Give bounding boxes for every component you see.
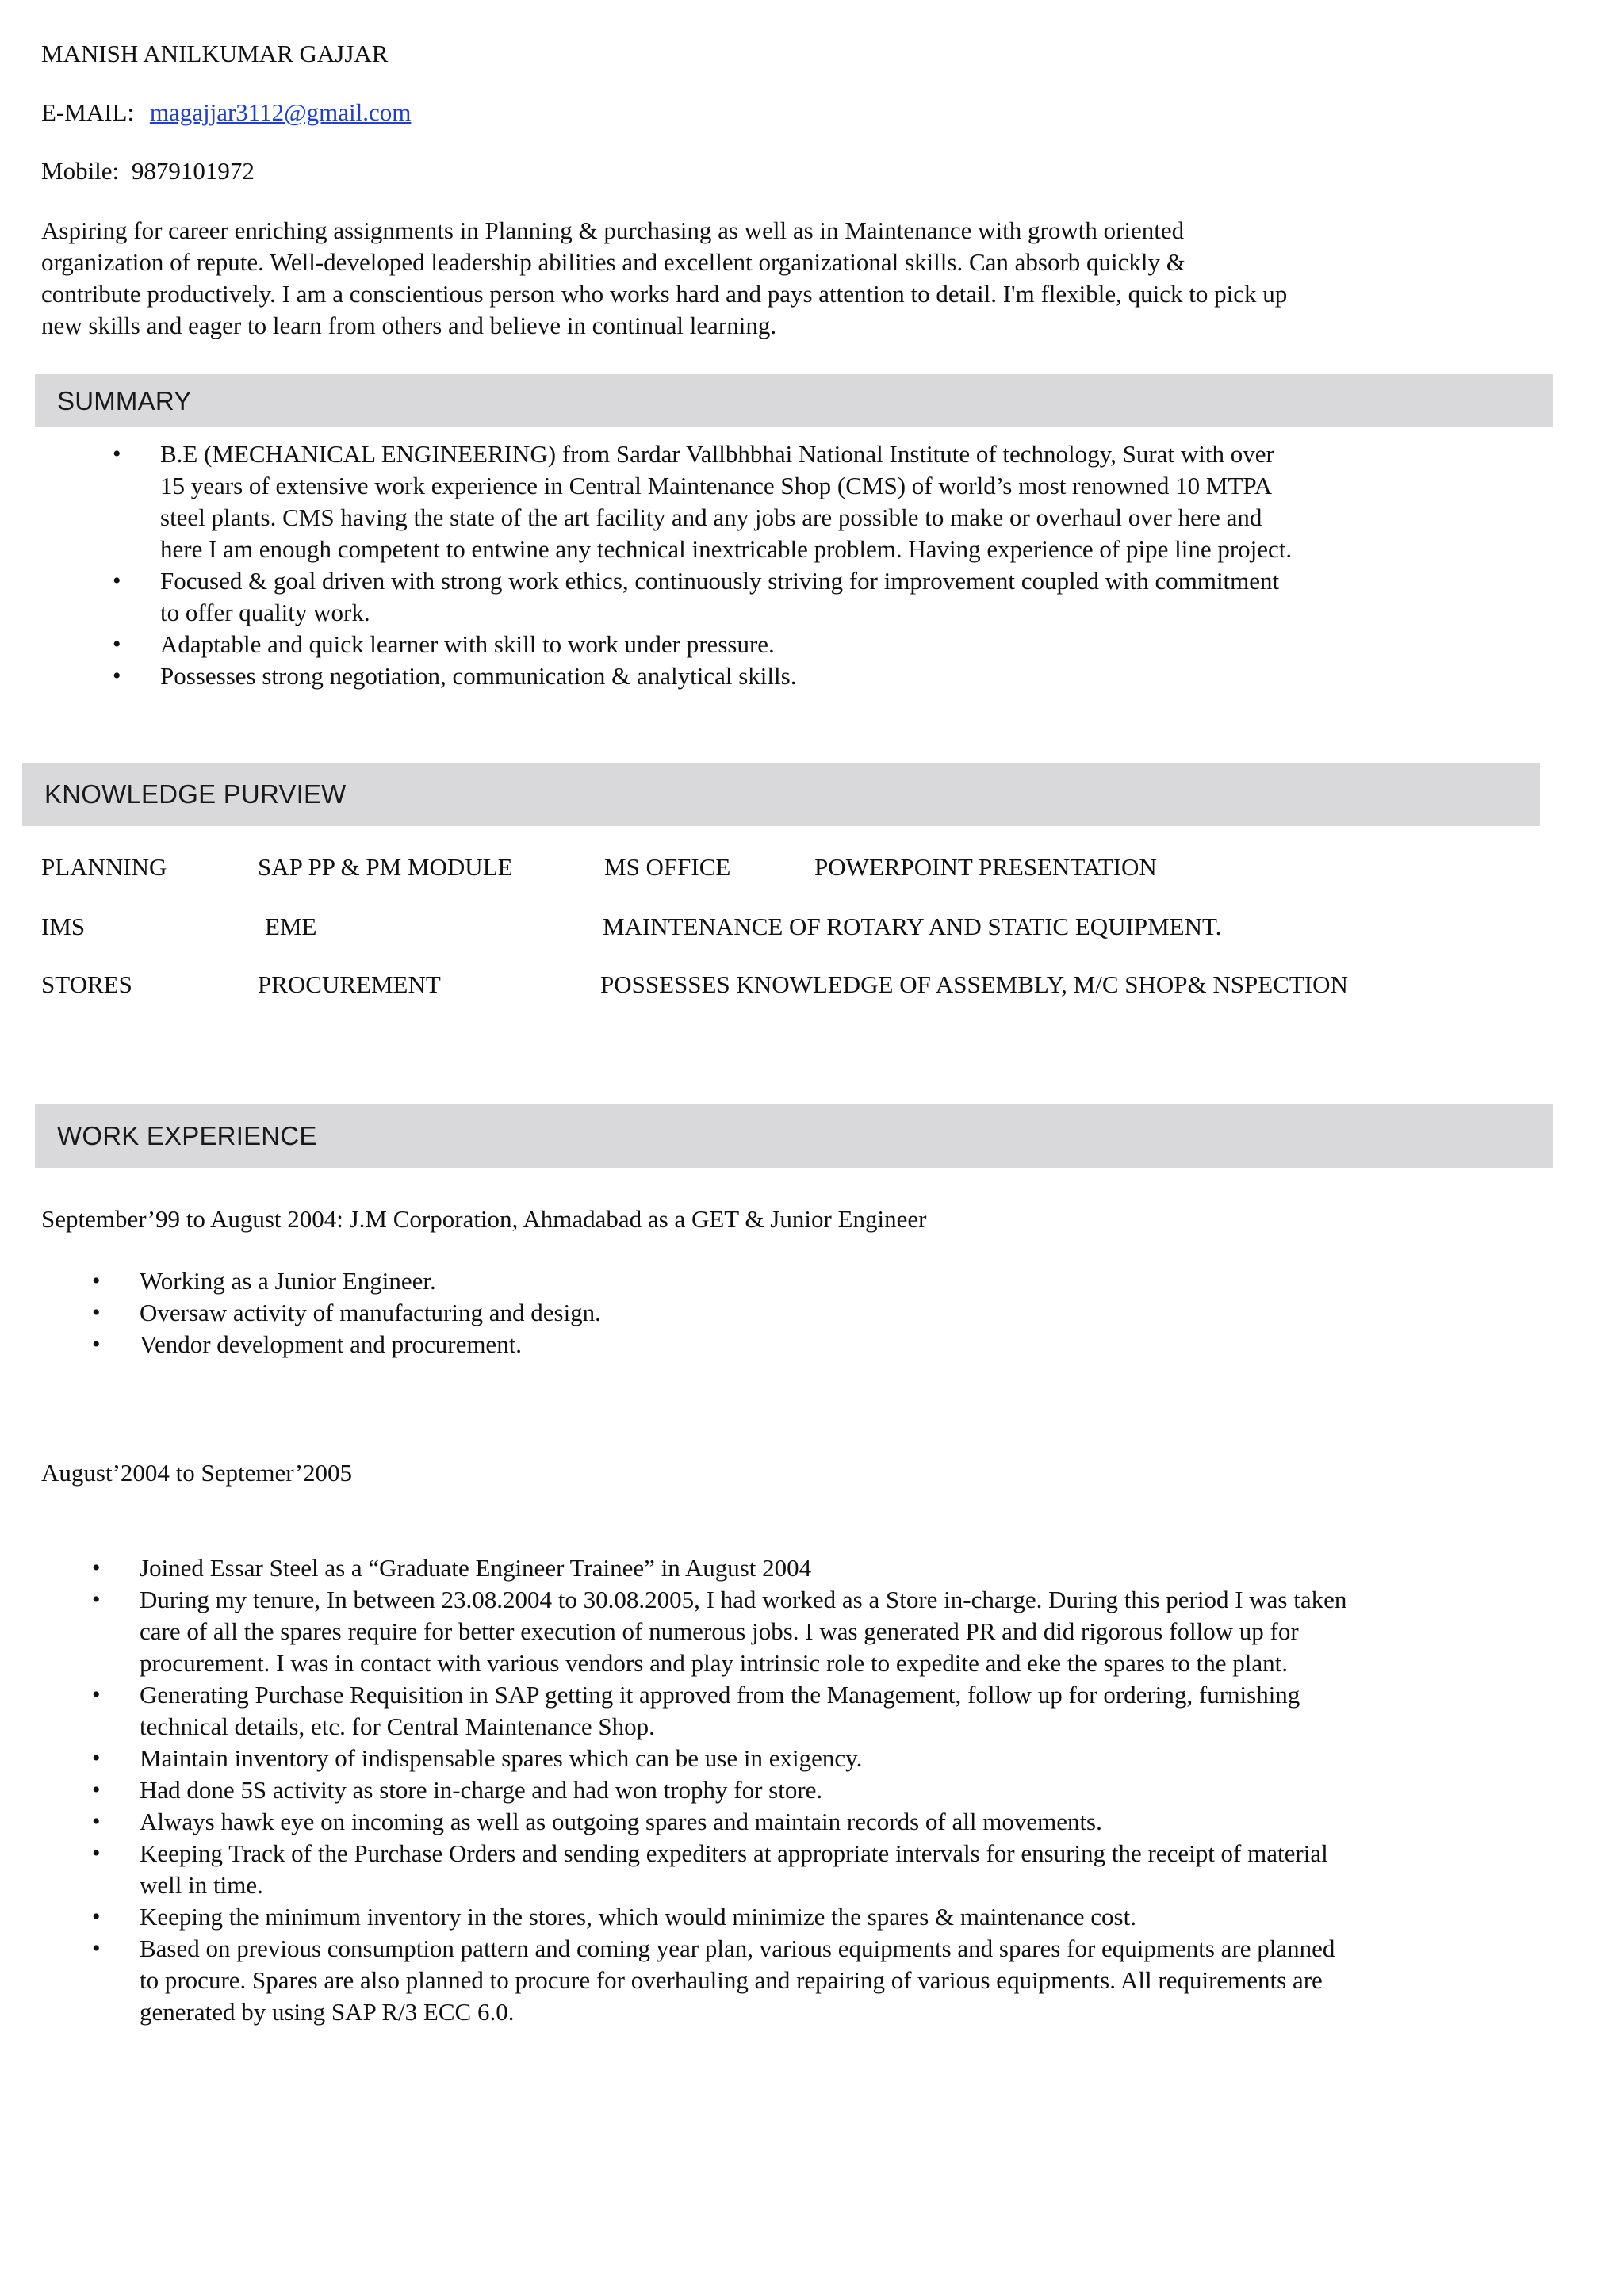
- list-item-line: technical details, etc. for Central Maintenance Shop.: [140, 1712, 655, 1740]
- knowledge-cell: MS OFFICE: [604, 853, 731, 881]
- objective-line: Aspiring for career enriching assignments in Planning & purchasing as well as in Maintenance with growth oriented: [41, 216, 1185, 244]
- knowledge-row: [41, 969, 1548, 1001]
- bullet-icon: •: [113, 631, 121, 657]
- list-item: [92, 1933, 1551, 2028]
- list-item: [92, 1679, 1551, 1743]
- job-heading: September’99 to August 2004: J.M Corporation, Ahmadabad as a GET & Junior Engineer: [41, 1205, 927, 1233]
- knowledge-cell: STORES: [41, 970, 132, 998]
- list-item: [92, 1297, 1551, 1329]
- mobile-line: [41, 155, 255, 187]
- objective-paragraph: [41, 215, 1548, 342]
- list-item-line: During my tenure, In between 23.08.2004 to 30.08.2005, I had worked as a Store in-charge. During this period I was taken: [140, 1586, 1347, 1613]
- list-item: [92, 1743, 1551, 1774]
- knowledge-cell: PROCUREMENT: [258, 970, 441, 998]
- list-item-line: Maintain inventory of indispensable spares which can be use in exigency.: [140, 1744, 863, 1772]
- list-item: [92, 1774, 1551, 1806]
- list-item-line: care of all the spares require for better execution of numerous jobs. I was generated PR and did rigorous follow up for: [140, 1617, 1299, 1645]
- list-item-line: Generating Purchase Requisition in SAP getting it approved from the Management, follow up for ordering, furnishing: [140, 1681, 1300, 1709]
- bullet-icon: •: [92, 1745, 101, 1771]
- bullet-icon: •: [92, 1555, 101, 1581]
- objective-line: organization of repute. Well-developed leadership abilities and excellent organizational skills. Can absorb quickly &: [41, 248, 1185, 276]
- list-item: [113, 629, 1556, 660]
- list-item-line: to procure. Spares are also planned to procure for overhauling and repairing of various equipments. All requirements are: [140, 1966, 1323, 1994]
- knowledge-title: KNOWLEDGE PURVIEW: [44, 779, 347, 809]
- list-item-line: Keeping Track of the Purchase Orders and sending expediters at appropriate intervals for ensuring the receipt of material: [140, 1839, 1328, 1867]
- email-label: E-MAIL:: [41, 98, 135, 126]
- list-item-line: Based on previous consumption pattern and coming year plan, various equipments and spares for equipments are planned: [140, 1934, 1335, 1962]
- work-section-header: [35, 1104, 1553, 1168]
- list-item-line: 15 years of extensive work experience in Central Maintenance Shop (CMS) of world’s most renowned 10 MTPA: [160, 472, 1273, 499]
- list-item-line: well in time.: [140, 1871, 263, 1899]
- bullet-icon: •: [92, 1808, 101, 1835]
- mobile-label: Mobile:: [41, 157, 120, 185]
- knowledge-cell: EME: [265, 913, 317, 940]
- list-item-line: Possesses strong negotiation, communication & analytical skills.: [160, 662, 797, 690]
- list-item-line: here I am enough competent to entwine any technical inextricable problem. Having experience of pipe line project.: [160, 535, 1293, 563]
- knowledge-row: [41, 851, 1548, 883]
- list-item-line: Oversaw activity of manufacturing and design.: [140, 1299, 601, 1326]
- list-item: [92, 1838, 1551, 1901]
- bullet-icon: •: [92, 1777, 101, 1803]
- bullet-icon: •: [113, 663, 121, 689]
- knowledge-cell: POWERPOINT PRESENTATION: [814, 853, 1157, 881]
- list-item: [113, 565, 1556, 629]
- bullet-icon: •: [92, 1331, 101, 1357]
- list-item-line: Vendor development and procurement.: [140, 1330, 523, 1358]
- work-title: WORK EXPERIENCE: [57, 1121, 317, 1150]
- list-item: [113, 660, 1556, 692]
- bullet-icon: •: [113, 568, 121, 594]
- list-item: [92, 1806, 1551, 1838]
- job1-list: [92, 1265, 1551, 1360]
- list-item: [92, 1584, 1551, 1679]
- list-item-line: Joined Essar Steel as a “Graduate Engineer Trainee” in August 2004: [140, 1554, 812, 1582]
- list-item-line: B.E (MECHANICAL ENGINEERING) from Sardar Vallbhbhai National Institute of technology, Surat with over: [160, 440, 1274, 468]
- list-item: [92, 1265, 1551, 1297]
- bullet-icon: •: [92, 1935, 101, 1961]
- bullet-icon: •: [113, 441, 121, 467]
- bullet-icon: •: [92, 1840, 101, 1866]
- knowledge-cell: MAINTENANCE OF ROTARY AND STATIC EQUIPMENT.: [603, 913, 1222, 940]
- summary-list: [113, 438, 1556, 692]
- bullet-icon: •: [92, 1904, 101, 1930]
- job2-list: [92, 1552, 1551, 2028]
- list-item: [92, 1329, 1551, 1360]
- knowledge-cell: POSSESSES KNOWLEDGE OF ASSEMBLY, M/C SHOP& NSPECTION: [600, 970, 1348, 998]
- list-item-line: generated by using SAP R/3 ECC 6.0.: [140, 1998, 515, 2026]
- summary-section-header: [35, 374, 1553, 427]
- list-item-line: Focused & goal driven with strong work ethics, continuously striving for improvement coupled with commitment: [160, 567, 1280, 595]
- objective-line: new skills and eager to learn from others and believe in continual learning.: [41, 312, 777, 339]
- mobile-number: 9879101972: [131, 157, 255, 185]
- candidate-name: MANISH ANILKUMAR GAJJAR: [41, 40, 389, 67]
- list-item-line: procurement. I was in contact with various vendors and play intrinsic role to expedite and eke the spares to the plant.: [140, 1649, 1288, 1677]
- list-item-line: Always hawk eye on incoming as well as outgoing spares and maintain records of all movements.: [140, 1808, 1102, 1835]
- summary-title: SUMMARY: [57, 386, 192, 415]
- list-item: [92, 1552, 1551, 1584]
- objective-line: contribute productively. I am a conscientious person who works hard and pays attention to detail. I'm flexible, quick to pick up: [41, 280, 1288, 308]
- knowledge-section-header: [22, 763, 1540, 826]
- bullet-icon: •: [92, 1299, 101, 1326]
- bullet-icon: •: [92, 1268, 101, 1294]
- knowledge-cell: SAP PP & PM MODULE: [258, 853, 513, 881]
- bullet-icon: •: [92, 1586, 101, 1613]
- list-item: [92, 1901, 1551, 1933]
- email-link[interactable]: magajjar3112@gmail.com: [149, 98, 412, 126]
- list-item-line: Had done 5S activity as store in-charge and had won trophy for store.: [140, 1776, 823, 1804]
- knowledge-row: [41, 911, 1548, 943]
- list-item-line: steel plants. CMS having the state of the art facility and any jobs are possible to make or overhaul over here and: [160, 503, 1262, 531]
- knowledge-cell: IMS: [41, 913, 86, 940]
- list-item: [113, 438, 1556, 565]
- email-line: [41, 97, 411, 128]
- list-item-line: Adaptable and quick learner with skill to work under pressure.: [160, 630, 775, 658]
- list-item-line: Keeping the minimum inventory in the stores, which would minimize the spares & maintenance cost.: [140, 1903, 1136, 1931]
- list-item-line: Working as a Junior Engineer.: [140, 1267, 436, 1295]
- list-item-line: to offer quality work.: [160, 599, 370, 626]
- knowledge-cell: PLANNING: [41, 853, 167, 881]
- job-heading: August’2004 to Septemer’2005: [41, 1459, 353, 1487]
- bullet-icon: •: [92, 1682, 101, 1708]
